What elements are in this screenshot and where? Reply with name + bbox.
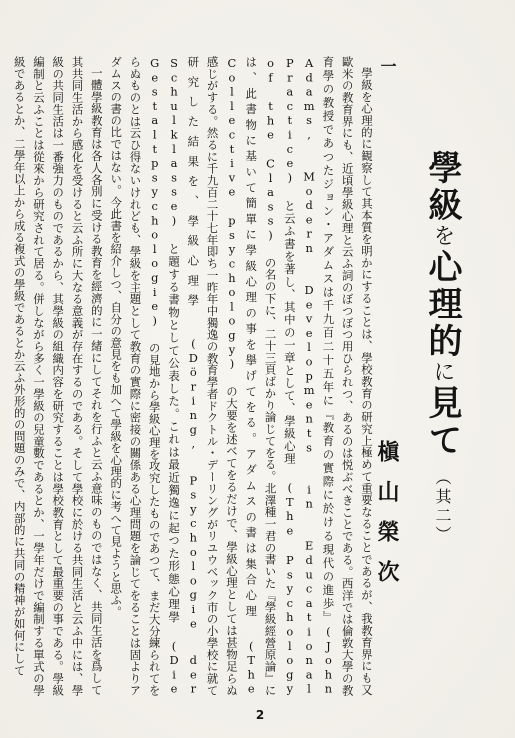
article-title: [418, 150, 466, 690]
section-number: 一: [378, 58, 397, 74]
title-particle-1: を: [430, 224, 455, 249]
title-part-3: 見て: [422, 385, 462, 459]
paragraph-2: 一體學級教育は各人各別に受ける教育を經濟的に一緒にしてそれを行ふと云ふ意味のものではなく、共同生活を爲して其共同生活から感化を受けると云ふ所に大なる意義が存在するのである。そして學校に於ける共同生活と云ふ中には、學級の共同生活は一番強力のものであるから、其學級の組織内容を研究することは學校教育として最重要の事である。學級編制と云ふことは從來から研究されて居る。併しながら多く一學級の兒童數であるとか、一學年だけで編制する單式の學級であるとか、二學年以上から成る複式の學級であるとか云ふ外形的の問題のみで、内部的に共同の精神が如何にして: [12, 56, 104, 696]
title-part-2: 心理的: [422, 249, 462, 360]
title-particle-2: に: [430, 360, 455, 385]
article-body: [12, 56, 376, 696]
title-part-1: 學級: [422, 150, 462, 224]
author-name: 槇山榮次: [374, 440, 400, 600]
title-part-suffix: （其二）: [433, 469, 452, 545]
paragraph-1: 學級を心理的に観察して其本質を明かにすることは、學校教育の研究上極めて重要なることであるが、我教育界にも又歐米の教育界にも、近頃學級心理と云ふ詞のぼつぼつ用ひられつ、あるのは悦ぶべきことである。西洋では倫敦大學の教育學の教授であつたジョン・アダムスは千九百二十五年に『教育の實際に於ける現代の進歩』(John Adams, Modern Developments in Educational Practice) と云ふ書を著し、其中の一章として、學級心理 (The Psychology of the Class) の名の下に、二十三頁ばかり論じてをる。北澤種一君の書いた『學級經營原論』には、此書物に基いて簡單に學級心理の事を擧げてをる。アダムスの書は集合心理 (The Collective psychology) の大要を述べてをるだけで、學級心理としては甚物足らぬ感じがする。然るに千九百二十七年即ち一昨年中獨逸の教育學者ドクトル・デーリングがリユウベック市の小學校に就て研究した結果を、學級心理學 (Döring, Psychologie der Schulklasse) と題する書物として公表した。これは最近獨逸に起つた形態心理學 (Die Gestaltpsychologie) の見地から學級心理を攻究したものであつて、まだ大分練られてをらぬものとは云ひ得ないけれども、學級を主題として教育の實際に密接の關係ある心理問題を論じてをることは固よりアダムスの書の比ではない。今此書を紹介しつ、自分の意見をも加へて學級を心理的に考へて見ようと思ふ。: [109, 56, 374, 696]
page-number: 2: [255, 708, 265, 722]
